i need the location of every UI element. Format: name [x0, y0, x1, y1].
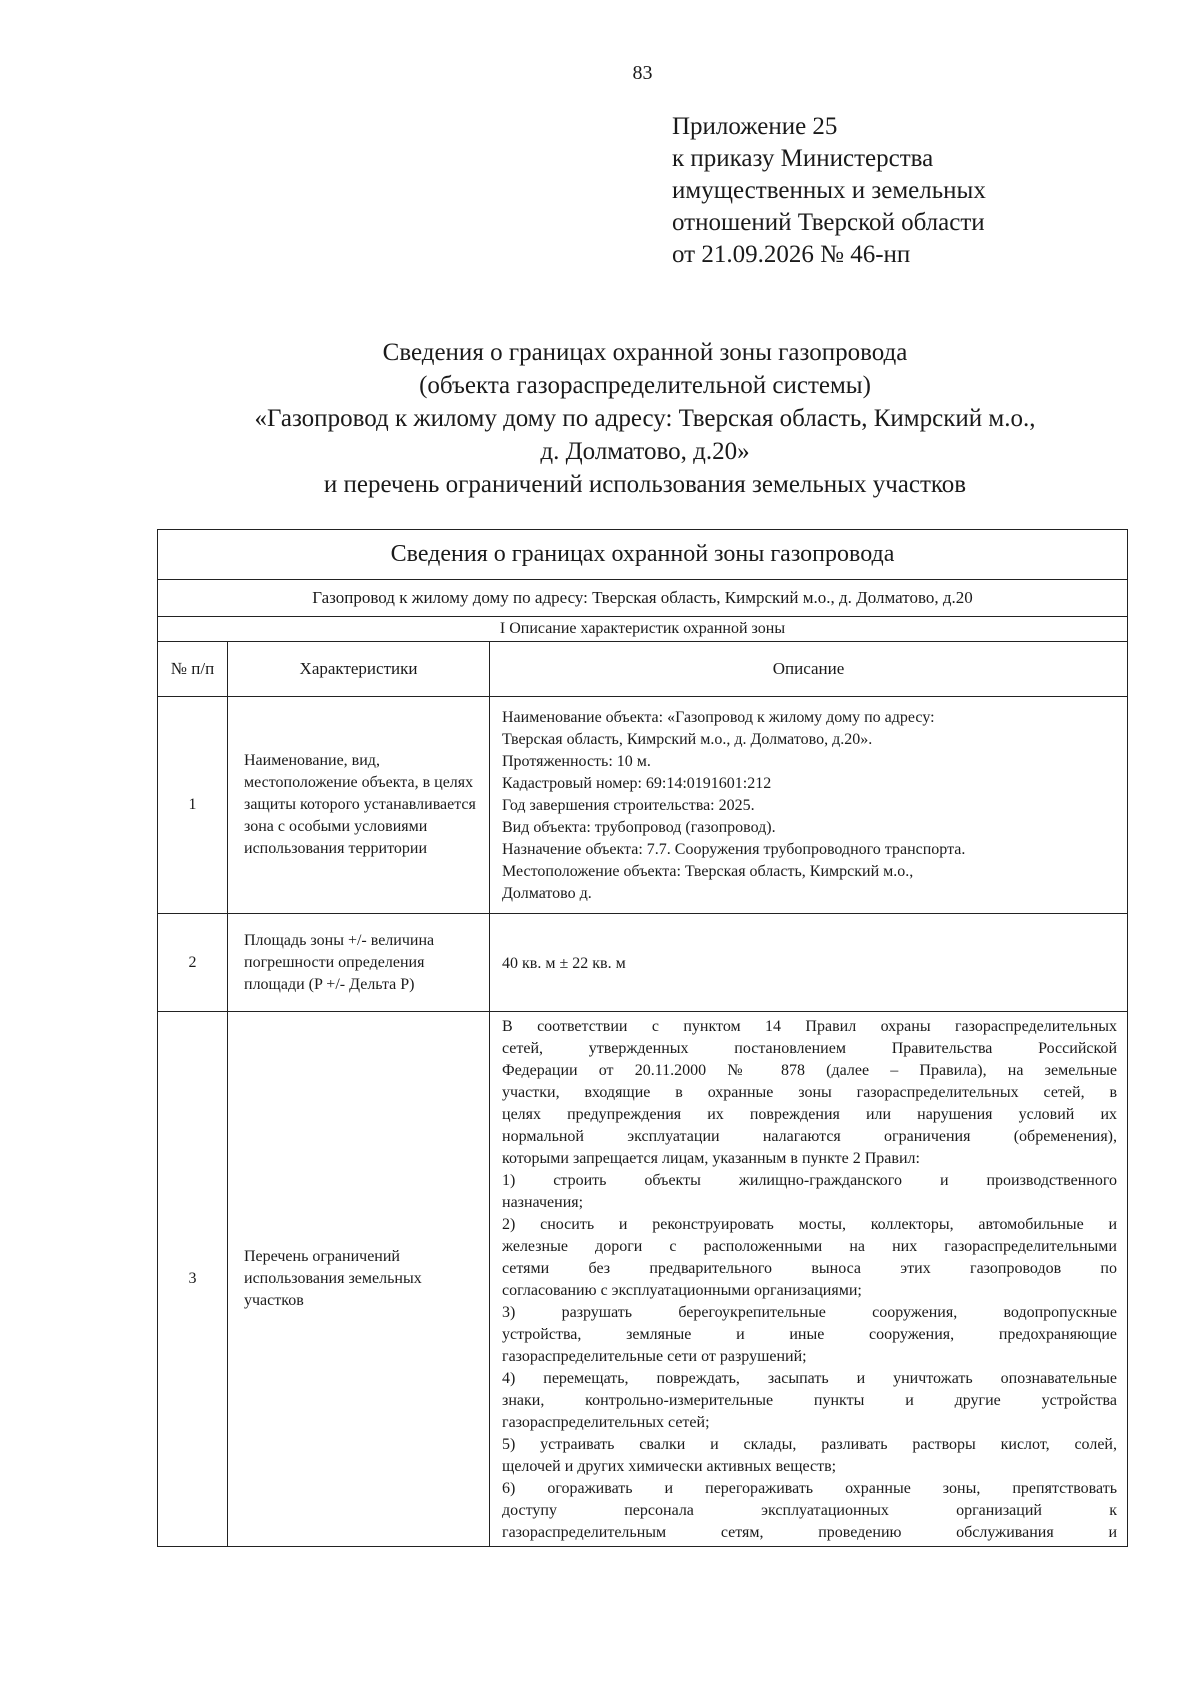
description-line: Федерации от 20.11.2000 № 878 (далее – Правила), на земельные — [502, 1062, 1117, 1079]
document-title — [60, 336, 1200, 501]
description-line: Кадастровый номер: 69:14:0191601:212 — [502, 775, 772, 792]
column-header-num: № п/п — [158, 642, 228, 697]
description-line: участки, входящие в охранные зоны газораспределительных сетей, в — [502, 1084, 1117, 1101]
description-line: железные дороги с расположенными на них газораспределительными — [502, 1238, 1117, 1255]
appendix-line: от 21.09.2026 № 46-нп — [672, 241, 911, 268]
description-line: устройства, земляные и иные сооружения, предохраняющие — [502, 1326, 1117, 1343]
protection-zone-table — [157, 529, 1128, 1547]
table-object-name: Газопровод к жилому дому по адресу: Тверская область, Кимрский м.о., д. Долматово, д.20 — [158, 580, 1128, 617]
appendix-line: имущественных и земельных — [672, 177, 986, 204]
row-description — [490, 697, 1128, 914]
description-line: Наименование объекта: «Газопровод к жилому дому по адресу: — [502, 709, 935, 726]
description-line: газораспределительных сетей; — [502, 1414, 710, 1431]
title-line: «Газопровод к жилому дому по адресу: Тверская область, Кимрский м.о., — [254, 405, 1036, 432]
appendix-line: Приложение 25 — [672, 113, 838, 140]
row-description: 40 кв. м ± 22 кв. м — [490, 914, 1128, 1012]
description-line: согласованию с эксплуатационными организациями; — [502, 1282, 862, 1299]
description-line: Вид объекта: трубопровод (газопровод). — [502, 819, 776, 836]
table-row — [158, 1012, 1128, 1547]
table-row — [158, 697, 1128, 914]
row-characteristic: Площадь зоны +/- величина погрешности определения площади (P +/- Дельта P) — [228, 914, 490, 1012]
description-line: доступу персонала эксплуатационных организаций к — [502, 1502, 1117, 1519]
description-line: целях предупреждения их повреждения или нарушения условий их — [502, 1106, 1117, 1123]
table-section-title: I Описание характеристик охранной зоны — [158, 617, 1128, 642]
description-line: Местоположение объекта: Тверская область, Кимрский м.о., — [502, 863, 914, 880]
row-number: 3 — [158, 1012, 228, 1547]
row-characteristic: Перечень ограничений использования земельных участков — [228, 1012, 490, 1547]
description-line: сетей, утвержденных постановлением Правительства Российской — [502, 1040, 1117, 1057]
description-line: Протяженность: 10 м. — [502, 753, 651, 770]
description-line: нормальной эксплуатации налагаются ограничения (обременения), — [502, 1128, 1117, 1145]
table-heading: Сведения о границах охранной зоны газопровода — [158, 530, 1128, 580]
description-line: 6) огораживать и перегораживать охранные зоны, препятствовать — [502, 1480, 1117, 1497]
appendix-header — [672, 111, 986, 271]
description-line: знаки, контрольно-измерительные пункты и другие устройства — [502, 1392, 1117, 1409]
description-line: назначения; — [502, 1194, 584, 1211]
title-line: (объекта газораспределительной системы) — [419, 372, 871, 399]
title-line: Сведения о границах охранной зоны газопровода — [382, 339, 908, 366]
description-line: сетями без предварительного выноса этих газопроводов по — [502, 1260, 1117, 1277]
description-line: 1) строить объекты жилищно-гражданского и производственного — [502, 1172, 1117, 1189]
description-line: Назначение объекта: 7.7. Сооружения трубопроводного транспорта. — [502, 841, 966, 858]
title-line: д. Долматово, д.20» — [540, 438, 750, 465]
table-row — [158, 914, 1128, 1012]
appendix-line: отношений Тверской области — [672, 209, 985, 236]
row-number: 1 — [158, 697, 228, 914]
description-line: В соответствии с пунктом 14 Правил охраны газораспределительных — [502, 1018, 1117, 1035]
description-line: Долматово д. — [502, 885, 592, 902]
title-line: и перечень ограничений использования земельных участков — [323, 471, 967, 498]
description-line: 5) устраивать свалки и склады, разливать растворы кислот, солей, — [502, 1436, 1117, 1453]
description-line: газораспределительные сети от разрушений; — [502, 1348, 807, 1365]
row-number: 2 — [158, 914, 228, 1012]
column-header-characteristics: Характеристики — [228, 642, 490, 697]
description-line: Год завершения строительства: 2025. — [502, 797, 755, 814]
description-line: 2) сносить и реконструировать мосты, коллекторы, автомобильные и — [502, 1216, 1117, 1233]
description-line: Тверская область, Кимрский м.о., д. Долматово, д.20». — [502, 731, 873, 748]
description-line: 3) разрушать берегоукрепительные сооружения, водопропускные — [502, 1304, 1117, 1321]
description-line: газораспределительным сетям, проведению обслуживания и — [502, 1524, 1117, 1541]
description-line: щелочей и других химически активных веществ; — [502, 1458, 837, 1475]
table-column-headers — [158, 642, 1128, 697]
page-number: 83 — [632, 62, 653, 84]
column-header-description: Описание — [490, 642, 1128, 697]
description-line: 4) перемещать, повреждать, засыпать и уничтожать опознавательные — [502, 1370, 1117, 1387]
row-characteristic: Наименование, вид, местоположение объекта, в целях защиты которого устанавливается зона с особыми условиями использования территории — [228, 697, 490, 914]
appendix-line: к приказу Министерства — [672, 145, 934, 172]
description-line: которыми запрещается лицам, указанным в пункте 2 Правил: — [502, 1150, 920, 1167]
row-description — [490, 1012, 1128, 1547]
